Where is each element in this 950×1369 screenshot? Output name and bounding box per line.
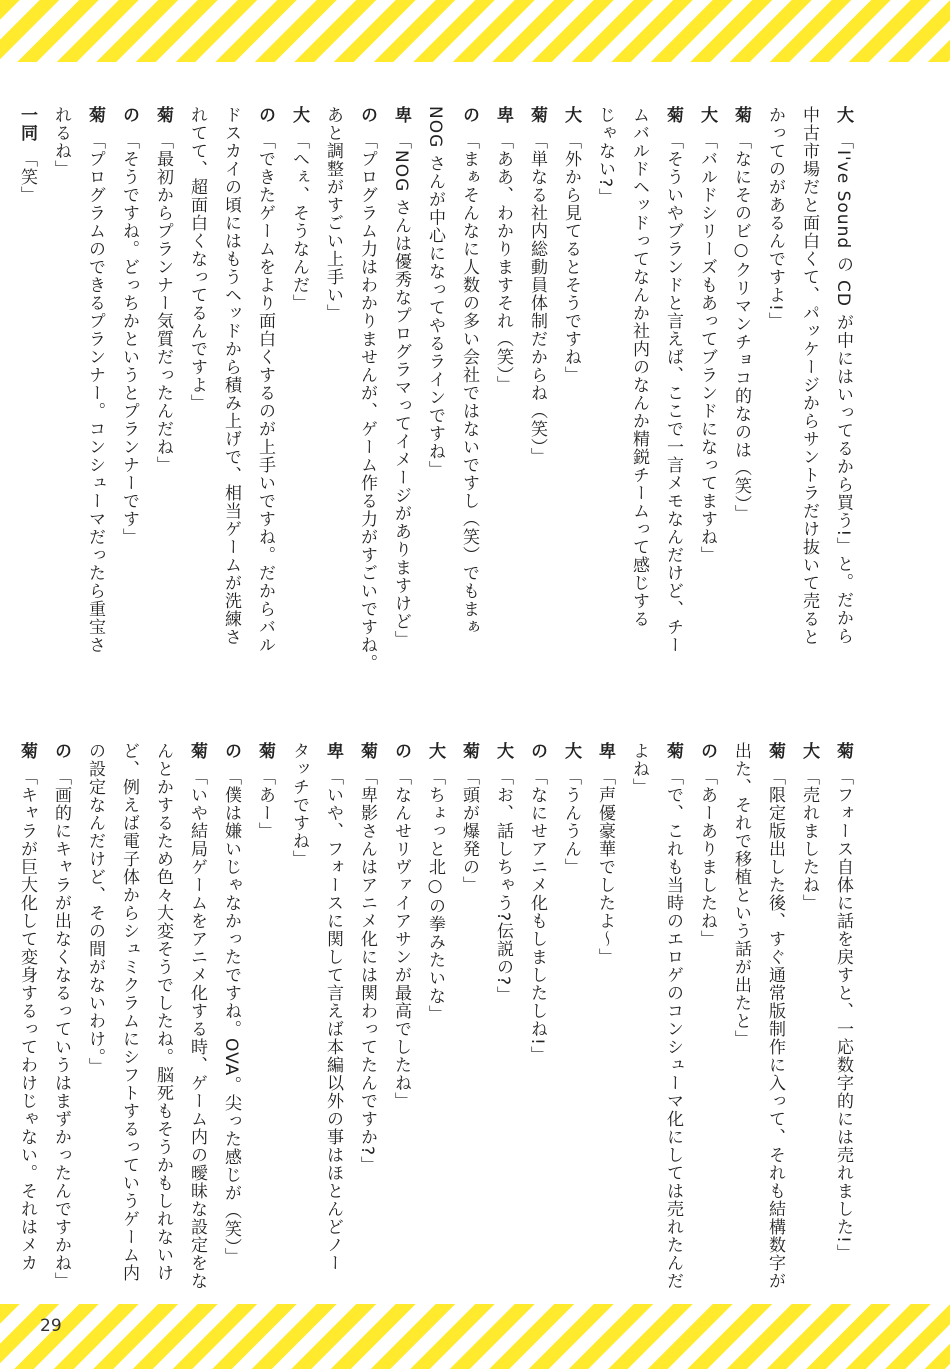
dialogue-line bbox=[350, 742, 384, 1282]
dialogue-text: ど、例えば電子体からシュミクラムにシフトするっていうゲーム内 bbox=[119, 742, 139, 1282]
dialogue-line bbox=[418, 742, 452, 1282]
dialogue-text: 「外から見てるとそうですね」 bbox=[561, 132, 581, 384]
speaker-label: 菊 bbox=[663, 106, 683, 124]
speaker-label: の bbox=[119, 106, 139, 124]
dialogue-line bbox=[724, 742, 758, 1282]
dialogue-line bbox=[112, 106, 146, 644]
dialogue-text: 「あー」 bbox=[255, 768, 275, 840]
dialogue-text: 「僕は嫌いじゃなかったですね。OVA。尖った感じが（笑）」 bbox=[221, 768, 241, 1266]
dialogue-text: ムバルドヘッドってなんか社内のなんか精鋭チームって感じする bbox=[629, 106, 649, 628]
dialogue-text: 「あーありましたね」 bbox=[697, 768, 717, 948]
dialogue-text: れてて、超面白くなってるんですよ」 bbox=[187, 106, 207, 412]
dialogue-text: 「声優豪華でしたよ～」 bbox=[595, 768, 615, 966]
dialogue-line bbox=[554, 106, 588, 644]
dialogue-text: 「バルドシリーズもあってブランドになってますね」 bbox=[697, 132, 717, 564]
dialogue-line bbox=[792, 106, 826, 644]
dialogue-text: 「I've Sound の CD が中にはいってるから買う!」と。だから bbox=[833, 132, 853, 646]
dialogue-line bbox=[44, 106, 78, 644]
dialogue-line bbox=[78, 106, 112, 654]
dialogue-text: 中古市場だと面白くて、パッケージからサントラだけ抜いて売ると bbox=[799, 106, 819, 646]
dialogue-text: 「プログラム力はわかりませんが、ゲーム作る力がすごいですね。 bbox=[357, 132, 377, 672]
speaker-label: 一同 bbox=[17, 106, 37, 142]
speaker-label: 菊 bbox=[765, 742, 785, 760]
dialogue-line bbox=[622, 106, 656, 644]
dialogue-line bbox=[656, 106, 690, 654]
dialogue-text: よね」 bbox=[629, 742, 649, 796]
top-stripe-band bbox=[0, 0, 950, 62]
dialogue-text: 「なにそのビ○クリマンチョコ的なのは（笑）」 bbox=[731, 132, 751, 523]
dialogue-text: 出た、それで移植という話が出たと」 bbox=[731, 742, 751, 1048]
dialogue-line bbox=[690, 106, 724, 644]
dialogue-line bbox=[486, 106, 520, 644]
dialogue-text: 「なにせアニメ化もしましたしね!」 bbox=[527, 768, 547, 1064]
dialogue-line bbox=[282, 742, 316, 1282]
dialogue-line bbox=[826, 742, 860, 1282]
dialogue-text: 「NOG さんは優秀なプログラマってイメージがありますけど」 bbox=[391, 132, 411, 649]
dialogue-text: の設定なんだけど、その間がないわけ。」 bbox=[85, 742, 105, 1076]
dialogue-line bbox=[520, 106, 554, 644]
dialogue-text: 「限定版出した後、すぐ通常版制作に入って、それも結構数字が bbox=[765, 768, 785, 1290]
speaker-label: の bbox=[391, 742, 411, 760]
dialogue-text: 「ああ、わかりますそれ（笑）」 bbox=[493, 132, 513, 394]
dialogue-text: 「売れましたね」 bbox=[799, 768, 819, 912]
dialogue-line bbox=[520, 742, 554, 1282]
dialogue-text: 「うんうん」 bbox=[561, 768, 581, 876]
dialogue-line bbox=[180, 742, 214, 1290]
dialogue-text: 「いや、フォースに関して言えば本編以外の事はほとんどノー bbox=[323, 768, 343, 1272]
dialogue-text: 「卑影さんはアニメ化には関わってたんですか?」 bbox=[357, 768, 377, 1175]
dialogue-text: 「単なる社内総動員体制だからね（笑）」 bbox=[527, 132, 547, 466]
speaker-label: 菊 bbox=[731, 106, 751, 124]
dialogue-block-top bbox=[17, 106, 860, 672]
dialogue-line bbox=[792, 742, 826, 1282]
speaker-label: 菊 bbox=[187, 742, 207, 760]
dialogue-line bbox=[690, 742, 724, 1282]
dialogue-text: 「へぇ、そうなんだ」 bbox=[289, 132, 309, 312]
dialogue-line bbox=[384, 742, 418, 1282]
dialogue-text: 「画的にキャラが出なくなるっていうはまずかったんですかね」 bbox=[51, 768, 71, 1290]
dialogue-text: NOG さんが中心になってやるラインですね」 bbox=[425, 106, 445, 479]
dialogue-line bbox=[384, 106, 418, 649]
dialogue-line bbox=[486, 742, 520, 1282]
dialogue-line bbox=[588, 106, 622, 644]
speaker-label: 菊 bbox=[17, 742, 37, 760]
bottom-stripe-band bbox=[0, 1304, 950, 1369]
speaker-label: の bbox=[221, 742, 241, 760]
dialogue-text: 「お、話しちゃう?伝説の?」 bbox=[493, 768, 513, 1005]
dialogue-line bbox=[758, 742, 792, 1290]
dialogue-line bbox=[248, 742, 282, 1282]
dialogue-text: 「プログラムのできるプランナー。コンシューマだったら重宝さ bbox=[85, 132, 105, 654]
speaker-label: の bbox=[459, 106, 479, 124]
dialogue-line bbox=[282, 106, 316, 644]
dialogue-line bbox=[826, 106, 860, 644]
dialogue-text: 「キャラが巨大化して変身するってわけじゃない。それはメカ bbox=[17, 768, 37, 1272]
speaker-label: 菊 bbox=[85, 106, 105, 124]
speaker-label: 菊 bbox=[833, 742, 853, 760]
dialogue-line bbox=[418, 106, 452, 644]
dialogue-line bbox=[146, 742, 180, 1282]
dialogue-text: 「そうですね。どっちかというとプランナーです」 bbox=[119, 132, 139, 546]
speaker-label: 大 bbox=[425, 742, 445, 760]
speaker-label: 菊 bbox=[255, 742, 275, 760]
dialogue-text: 「いや結局ゲームをアニメ化する時、ゲーム内の曖昧な設定をな bbox=[187, 768, 207, 1290]
speaker-label: 卑 bbox=[595, 742, 615, 760]
dialogue-text: 「最初からプランナー気質だったんだね」 bbox=[153, 132, 173, 474]
dialogue-line bbox=[554, 742, 588, 1282]
dialogue-line bbox=[622, 742, 656, 1282]
page-number: 29 bbox=[40, 1316, 62, 1336]
dialogue-text: んとかするため色々大変そうでしたね。脳死もそうかもしれないけ bbox=[153, 742, 173, 1282]
dialogue-text: れるね」 bbox=[51, 106, 71, 178]
speaker-label: の bbox=[357, 106, 377, 124]
dialogue-line bbox=[78, 742, 112, 1282]
dialogue-text: あと調整がすごい上手い」 bbox=[323, 106, 343, 322]
dialogue-line bbox=[656, 742, 690, 1290]
dialogue-text: 「まぁそんなに人数の多い会社ではないですし（笑）でもまぁ bbox=[459, 132, 479, 636]
dialogue-line bbox=[316, 106, 350, 644]
dialogue-text: 「なんせリヴァイアサンが最高でしたね」 bbox=[391, 768, 411, 1110]
speaker-label: 菊 bbox=[663, 742, 683, 760]
speaker-label: 菊 bbox=[459, 742, 479, 760]
dialogue-line bbox=[248, 106, 282, 654]
speaker-label: の bbox=[255, 106, 275, 124]
dialogue-line bbox=[452, 742, 486, 1282]
dialogue-line bbox=[10, 742, 44, 1282]
dialogue-line bbox=[350, 106, 384, 672]
dialogue-line bbox=[452, 106, 486, 644]
speaker-label: 大 bbox=[833, 106, 853, 124]
dialogue-text: じゃない?」 bbox=[595, 106, 615, 207]
dialogue-line bbox=[214, 106, 248, 644]
dialogue-text: ドスカイの頃にはもうヘッドから積み上げで、相当ゲームが洗練さ bbox=[221, 106, 241, 646]
speaker-label: の bbox=[697, 742, 717, 760]
dialogue-text: 「ちょっと北○の拳みたいな」 bbox=[425, 768, 445, 1023]
dialogue-line bbox=[180, 106, 214, 644]
dialogue-line bbox=[146, 106, 180, 644]
speaker-label: の bbox=[527, 742, 547, 760]
speaker-label: 卑 bbox=[391, 106, 411, 124]
speaker-label: の bbox=[51, 742, 71, 760]
speaker-label: 卑 bbox=[493, 106, 513, 124]
dialogue-line bbox=[214, 742, 248, 1282]
dialogue-block-bottom bbox=[17, 742, 860, 1290]
speaker-label: 菊 bbox=[153, 106, 173, 124]
speaker-label: 大 bbox=[561, 742, 581, 760]
dialogue-line bbox=[44, 742, 78, 1290]
dialogue-line bbox=[758, 106, 792, 644]
dialogue-text: 「頭が爆発の」 bbox=[459, 768, 479, 894]
speaker-label: 大 bbox=[289, 106, 309, 124]
dialogue-text: 「で、これも当時のエロゲのコンシューマ化にしては売れたんだ bbox=[663, 768, 683, 1290]
dialogue-line bbox=[724, 106, 758, 644]
speaker-label: 大 bbox=[493, 742, 513, 760]
speaker-label: 大 bbox=[561, 106, 581, 124]
speaker-label: 大 bbox=[799, 742, 819, 760]
dialogue-text: タッチですね」 bbox=[289, 742, 309, 868]
speaker-label: 卑 bbox=[323, 742, 343, 760]
dialogue-line bbox=[112, 742, 146, 1282]
dialogue-text: 「フォース自体に話を戻すと、一応数字的には売れました!」 bbox=[833, 768, 853, 1262]
speaker-label: 菊 bbox=[357, 742, 377, 760]
speaker-label: 大 bbox=[697, 106, 717, 124]
dialogue-line bbox=[588, 742, 622, 1282]
dialogue-text: かってのがあるんですよ!」 bbox=[765, 106, 785, 330]
speaker-label: 菊 bbox=[527, 106, 547, 124]
dialogue-line bbox=[10, 106, 44, 644]
dialogue-text: 「できたゲームをより面白くするのが上手いですね。だからバル bbox=[255, 132, 275, 654]
dialogue-text: 「そういやブランドと言えば、ここで一言メモなんだけど、チー bbox=[663, 132, 683, 654]
dialogue-text: 「笑」 bbox=[17, 150, 37, 204]
dialogue-line bbox=[316, 742, 350, 1282]
